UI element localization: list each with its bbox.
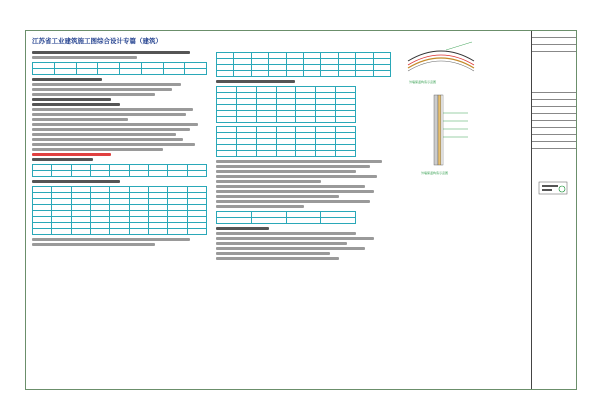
text-line [216, 180, 321, 183]
text-line [32, 143, 195, 146]
wall-detail-caption: 外墙保温构造示意图 [421, 171, 449, 175]
text-line [32, 78, 102, 81]
design-stamp-logo [538, 181, 568, 195]
title-block-row [532, 100, 576, 107]
text-line [32, 88, 172, 91]
text-line [216, 237, 374, 240]
title-block-row [532, 52, 576, 93]
text-line [216, 227, 269, 230]
title-block-row [532, 45, 576, 52]
text-line [32, 158, 93, 161]
title-block-row [532, 31, 576, 38]
text-line [32, 128, 190, 131]
title-block-row [532, 38, 576, 45]
floor-table [216, 126, 356, 157]
text-line [216, 232, 356, 235]
text-line [32, 133, 176, 136]
text-line [32, 180, 120, 183]
text-line [32, 103, 120, 106]
text-line [32, 138, 183, 141]
left-column [32, 49, 207, 248]
text-line [216, 252, 330, 255]
text-line [216, 80, 295, 83]
title-block-row [532, 107, 576, 114]
text-line [216, 195, 339, 198]
text-line [216, 170, 356, 173]
wall-insulation-detail-drawing [426, 93, 476, 168]
summary-table [216, 211, 356, 224]
text-line [32, 123, 198, 126]
text-line [32, 98, 111, 101]
text-line [32, 51, 190, 54]
wall-table [216, 86, 356, 123]
text-line [216, 190, 374, 193]
text-line [216, 175, 377, 178]
roof-detail-caption-text: 外墙保温构造示意图 [409, 80, 437, 84]
text-line [216, 205, 304, 208]
text-line [32, 93, 155, 96]
text-line [32, 113, 186, 116]
title-block-row [532, 114, 576, 121]
window-table [216, 52, 391, 77]
text-line [216, 247, 365, 250]
text-line [216, 257, 339, 260]
text-line [32, 238, 190, 241]
drawing-sheet [25, 30, 577, 390]
title-block-row [532, 135, 576, 142]
envelope-table [32, 186, 207, 235]
title-block-row [532, 142, 576, 149]
text-line [32, 56, 137, 59]
title-block-row [532, 93, 576, 100]
roof-insulation-detail-drawing [406, 36, 476, 76]
text-line [216, 185, 365, 188]
title-block [531, 31, 576, 389]
text-line [32, 108, 193, 111]
text-line [32, 118, 128, 121]
text-line [216, 160, 382, 163]
energy-table-1 [32, 164, 207, 177]
middle-column [216, 49, 391, 262]
text-line [32, 83, 181, 86]
text-line [216, 200, 370, 203]
note-line-red [32, 153, 111, 156]
text-line [32, 243, 155, 246]
text-line [216, 242, 347, 245]
title-block-row [532, 121, 576, 128]
title-block-row [532, 128, 576, 135]
text-line [32, 148, 163, 151]
text-line [216, 165, 370, 168]
project-info-table [32, 62, 207, 75]
document-title: 江苏省工业建筑施工图综合设计专篇（建筑） [32, 37, 162, 45]
